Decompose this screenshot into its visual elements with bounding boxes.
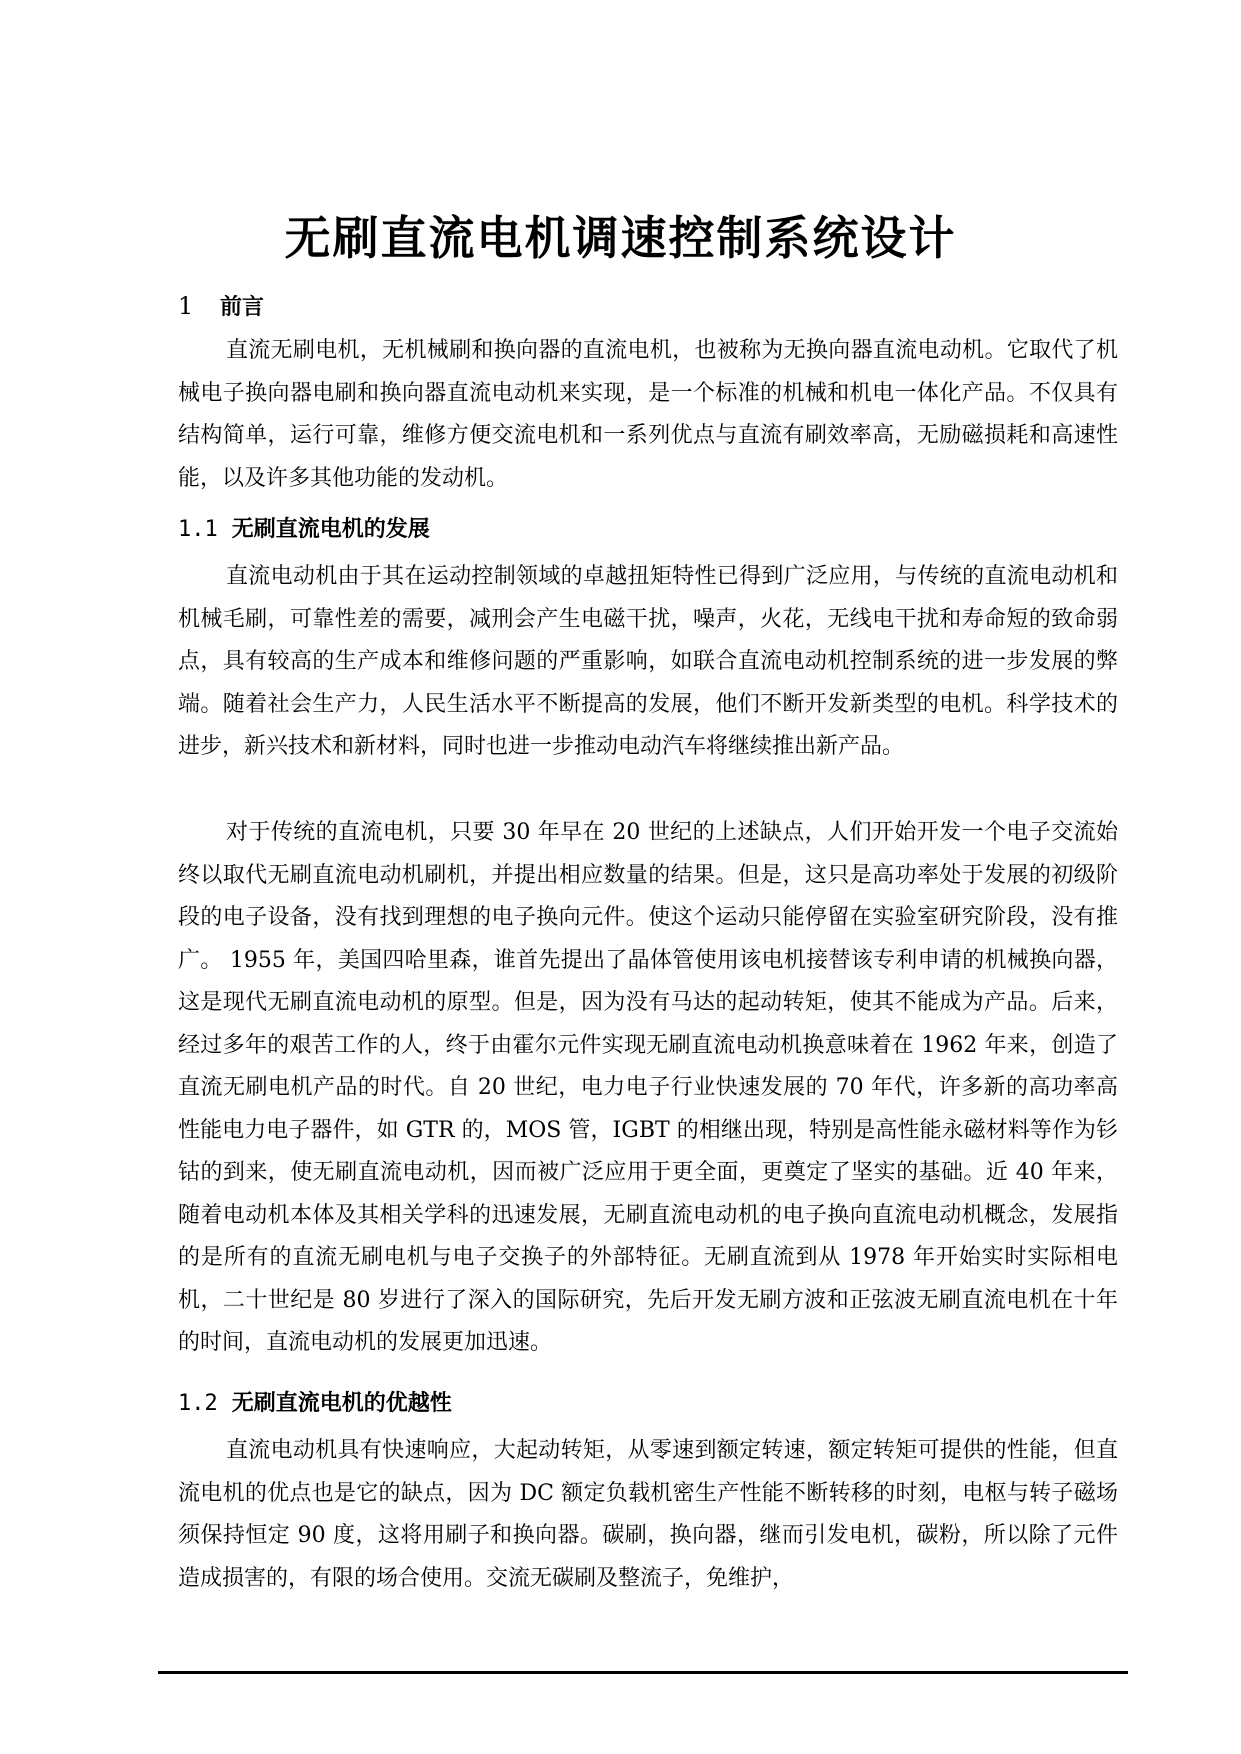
section-heading-advantages (178, 1388, 452, 1420)
paragraph: 对于传统的直流电机，只要 30 年早在 20 世纪的上述缺点，人们开始开发一个电子交流始终以取代无刷直流电动机刷机，并提出相应数量的结果。但是，这只是高功率处于发展的初级阶段的电子设备，没有找到理想的电子换向元件。使这个运动只能停留在实验室研究阶段，没有推广。 1955 年，美国四哈里森，谁首先提出了晶体管使用该电机接替该专利申请的机械换向器，这是现代无刷直流电动机的原型。但是，因为没有马达的起动转矩，使其不能成为产品。后来，经过多年的艰苦工作的人，终于由霍尔元件实现无刷直流电动机换意味着在 1962 年来，创造了直流无刷电机产品的时代。自 20 世纪，电力电子行业快速发展的 70 年代，许多新的高功率高性能电力电子器件，如 GTR 的，MOS 管，IGBT 的相继出现，特别是高性能永磁材料等作为钐钴的到来，使无刷直流电动机，因而被广泛应用于更全面，更奠定了坚实的基础。近 40 年来，随着电动机本体及其相关学科的迅速发展，无刷直流电动机的电子换向直流电动机概念，发展指的是所有的直流无刷电机与电子交换子的外部特征。无刷直流到从 1978 年开始实时实际相电机，二十世纪是 80 岁进行了深入的国际研究，先后开发无刷方波和正弦波无刷直流电机在十年的时间，直流电动机的发展更加迅速。 (178, 820, 1118, 1355)
section-title: 无刷直流电机的优越性 (231, 1391, 452, 1416)
document-title: 无刷直流电机调速控制系统设计 (284, 211, 957, 265)
section-number: 1.1 (178, 517, 218, 542)
section-heading-preface (178, 290, 264, 324)
paragraph: 直流无刷电机，无机械刷和换向器的直流电机，也被称为无换向器直流电动机。它取代了机械电子换向器电刷和换向器直流电动机来实现，是一个标准的机械和机电一体化产品。不仅具有结构简单，运行可靠，维修方便交流电机和一系列优点与直流有刷效率高，无励磁损耗和高速性能，以及许多其他功能的发动机。 (178, 338, 1118, 491)
paragraph: 直流电动机具有快速响应，大起动转矩，从零速到额定转速，额定转矩可提供的性能，但直流电机的优点也是它的缺点，因为 DC 额定负载机密生产性能不断转移的时刻，电枢与转子磁场须保持恒定 90 度，这将用刷子和换向器。碳刷，换向器，继而引发电机，碳粉，所以除了元件造成损害的，有限的场合使用。交流无碳刷及整流子，免维护， (178, 1438, 1118, 1591)
paragraph: 直流电动机由于其在运动控制领域的卓越扭矩特性已得到广泛应用，与传统的直流电动机和机械毛刷，可靠性差的需要，减刑会产生电磁干扰，噪声，火花，无线电干扰和寿命短的致命弱点，具有较高的生产成本和维修问题的严重影响，如联合直流电动机控制系统的进一步发展的弊端。随着社会生产力，人民生活水平不断提高的发展，他们不断开发新类型的电机。科学技术的进步，新兴技术和新材料，同时也进一步推动电动汽车将继续推出新产品。 (178, 564, 1118, 759)
section-heading-development (178, 514, 430, 546)
section-title: 无刷直流电机的发展 (231, 517, 430, 542)
section-title: 前言 (220, 295, 265, 320)
section-number: 1 (178, 292, 194, 320)
section-number: 1.2 (178, 1391, 218, 1416)
footer-rule (158, 1671, 1128, 1674)
